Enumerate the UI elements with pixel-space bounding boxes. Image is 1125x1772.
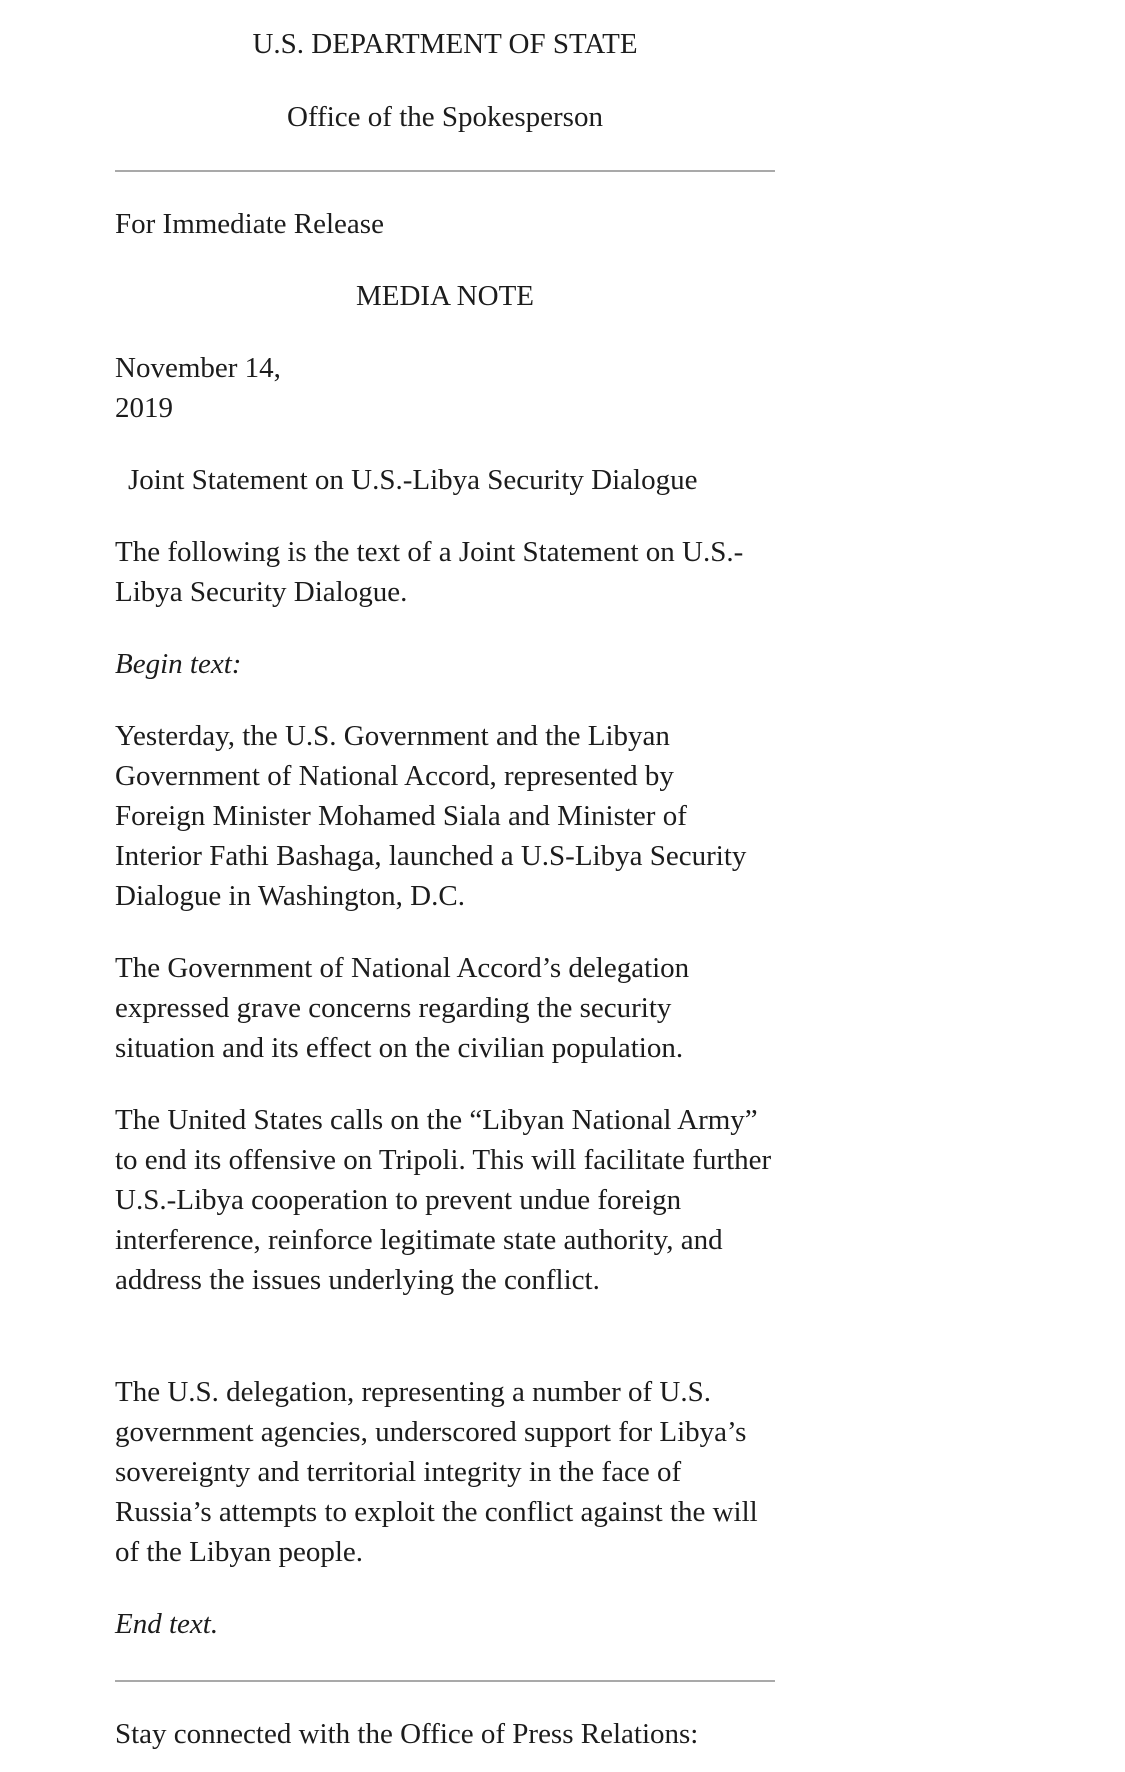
office-heading: Office of the Spokesperson [287,101,603,133]
release-date [115,348,775,428]
agency-heading: U.S. DEPARTMENT OF STATE [252,28,638,60]
begin-text-label: Begin text: [115,648,242,680]
release-label: For Immediate Release [115,208,384,240]
release-date-line2: 2019 [115,392,173,424]
statement-title: Joint Statement on U.S.-Libya Security Dialogue [128,464,698,496]
body-paragraph: The United States calls on the “Libyan National Army” to end its offensive on Tripoli. This will facilitate further U.S.-Libya cooperation to prevent undue foreign interference, reinforce legitimate state authority, and address the issues underlying the conflict. [115,1104,772,1296]
media-note-label: MEDIA NOTE [355,280,534,312]
body-paragraph: The Government of National Accord’s delegation expressed grave concerns regarding the security situation and its effect on the civilian population. [115,952,690,1064]
press-relations-footer: Stay connected with the Office of Press Relations: [115,1718,699,1750]
body-paragraph: The U.S. delegation, representing a number of U.S. government agencies, underscored support for Libya’s sovereignty and territorial integrity in the face of Russia’s attempts to exploit the conflict against the will of the Libyan people. [115,1376,758,1568]
bottom-divider [115,1680,775,1682]
top-divider [115,170,775,172]
release-date-line1: November 14, [115,352,281,384]
intro-paragraph: The following is the text of a Joint Statement on U.S.-Libya Security Dialogue. [115,536,744,608]
body-paragraph: Yesterday, the U.S. Government and the Libyan Government of National Accord, represented by Foreign Minister Mohamed Siala and Minister of Interior Fathi Bashaga, launched a U.S-Libya Security Dialogue in Washington, D.C. [115,720,747,912]
end-text-label: End text. [115,1608,219,1640]
